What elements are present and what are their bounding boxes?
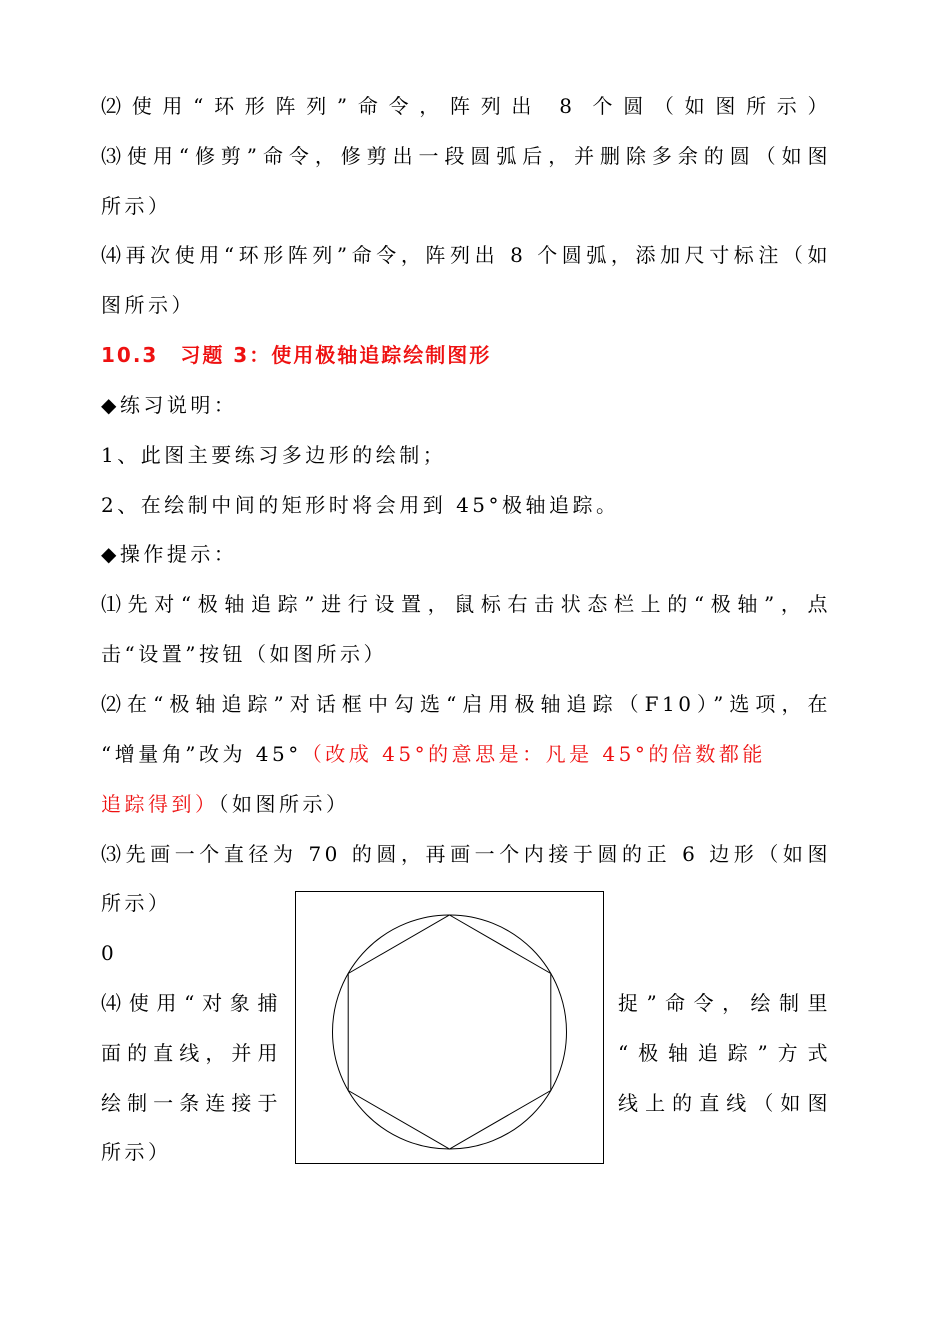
tip-4-left-1: ⑷使用“对象捕 [101, 991, 281, 1015]
tip-3-text: ⑶先画一个直径为 70 的圆，再画一个内接于圆的正 6 边形（如图 [101, 842, 831, 866]
tip-3-text-cont: 所示） [101, 891, 172, 915]
tip-2-text-end [101, 789, 831, 819]
practice-item-1: 1、此图主要练习多边形的绘制； [101, 443, 447, 467]
tip-4-right-1: 捉”命令，绘制里 [618, 991, 831, 1015]
circle-shape [333, 915, 567, 1149]
tip-1-text: ⑴先对“极轴追踪”进行设置，鼠标右击状态栏上的“极轴”，点 [101, 592, 831, 616]
tip-2-note-end: 追踪得到） [101, 792, 219, 816]
tip-4-text-end: 所示） [101, 1140, 172, 1164]
tip-2-see-figure: （如图所示） [218, 792, 350, 816]
hexagon-shape [348, 915, 551, 1149]
tip-2-increment: “增量角”改为 45° [101, 742, 302, 766]
step-4-text: ⑷再次使用“环形阵列”命令，阵列出 8 个圆弧，添加尺寸标注（如 [101, 243, 831, 267]
tip-2-text: ⑵在“极轴追踪”对话框中勾选“启用极轴追踪（F10）”选项，在 [101, 692, 831, 716]
step-3-text: ⑶使用“修剪”命令，修剪出一段圆弧后，并删除多余的圆（如图 [101, 144, 831, 168]
stray-zero: 0 [101, 941, 118, 965]
practice-title: ◆练习说明： [101, 393, 238, 417]
step-2-text: ⑵使用“环形阵列”命令，阵列出 8 个圆（如图所示） [101, 94, 831, 118]
section-heading: 10.3 习题 3：使用极轴追踪绘制图形 [101, 343, 492, 367]
tips-title: ◆操作提示： [101, 542, 238, 566]
tip-4-right-2: “极轴追踪”方式 [618, 1041, 831, 1065]
circle-hexagon-figure [295, 891, 604, 1164]
tip-2-text-cont [101, 739, 831, 769]
practice-item-2: 2、在绘制中间的矩形时将会用到 45°极轴追踪。 [101, 493, 620, 517]
step-4-text-cont: 图所示） [101, 293, 195, 317]
step-3-text-cont: 所示） [101, 194, 172, 218]
tip-2-note: （改成 45°的意思是：凡是 45°的倍数都能 [301, 742, 766, 766]
circle-with-inscribed-hexagon-icon [296, 892, 603, 1163]
tip-4-left-2: 面的直线，并用 [101, 1041, 281, 1065]
tip-1-text-cont: 击“设置”按钮（如图所示） [101, 642, 387, 666]
tip-4-right-3: 线上的直线（如图 [618, 1091, 831, 1115]
tip-4-left-3: 绘制一条连接于 [101, 1091, 281, 1115]
